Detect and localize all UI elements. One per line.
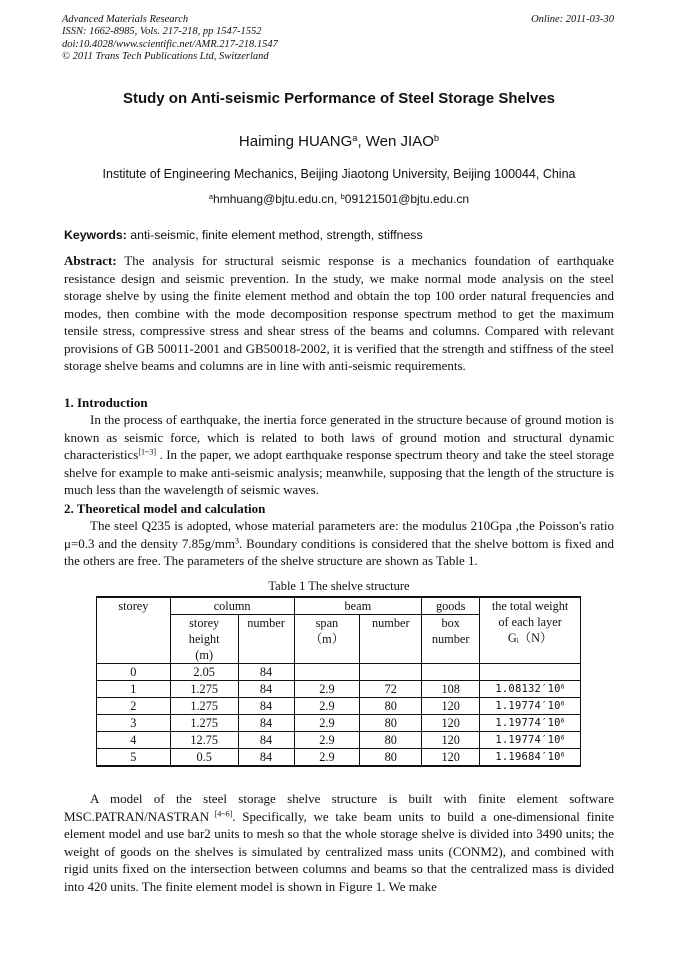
cell-height: 0.5 bbox=[170, 749, 238, 767]
cell-weight bbox=[480, 715, 581, 732]
journal-header bbox=[62, 14, 278, 63]
header-total-weight bbox=[480, 597, 581, 664]
cell-span: 2.9 bbox=[294, 732, 360, 749]
table-caption: Table 1 The shelve structure bbox=[268, 579, 410, 593]
cell-weight-exponent: 6 bbox=[560, 716, 565, 725]
header-span-2: （m） bbox=[309, 632, 344, 646]
keywords-text: anti-seismic, finite element method, strength, stiffness bbox=[126, 228, 423, 242]
cell-column-number: 84 bbox=[238, 715, 294, 732]
table-row bbox=[97, 732, 581, 749]
cell-span: 2.9 bbox=[294, 698, 360, 715]
paper-title: Study on Anti-seismic Performance of Steel Storage Shelves bbox=[122, 90, 556, 107]
cell-weight-mantissa: 1.19774′10 bbox=[495, 734, 561, 746]
cell-beam-number: 72 bbox=[360, 681, 422, 698]
cell-weight-mantissa: 1.19774′10 bbox=[495, 717, 561, 729]
cell-column-number: 84 bbox=[238, 698, 294, 715]
cell-box-number: 120 bbox=[422, 732, 480, 749]
table-row bbox=[97, 698, 581, 715]
cell-weight-exponent: 6 bbox=[560, 682, 565, 691]
abstract-text: The analysis for structural seismic response is a mechanics foundation of earthquake resistance design and seismic prevention. In the study, we make normal mode analysis on the steel storage shelve by using the finite element method and obtain the top 100 order natural frequencies and modes, then combine with the mode decomposition response spectrum method to get the maximum tensile stress, compressive stress and shear stress of the beams and columns. Compared with relevant provisions of GB 50011-2001 and GB50018-2002, it is verified that the strength and stiffness of the steel storage shelve beams and columns are in line with anti-seismic requirements. bbox=[64, 253, 614, 373]
issn-line: ISSN: 1662-8985, Vols. 217-218, pp 1547-1552 bbox=[62, 26, 262, 38]
table-row bbox=[97, 664, 581, 681]
table-row bbox=[97, 681, 581, 698]
header-box-1: box bbox=[441, 616, 460, 630]
header-span bbox=[294, 615, 360, 664]
model-text-a: A model of the steel storage shelve structure is built with finite element software MSC.PATRAN/NASTRAN bbox=[64, 791, 614, 824]
model-paragraph bbox=[64, 790, 614, 895]
email-1-sup: a bbox=[208, 191, 214, 201]
header-box-number bbox=[422, 615, 480, 664]
cell-column-number: 84 bbox=[238, 664, 294, 681]
theory-paragraph bbox=[64, 517, 614, 570]
cell-span: 2.9 bbox=[294, 749, 360, 767]
cell-beam-number: 80 bbox=[360, 715, 422, 732]
email-1: hmhuang@bjtu.edu.cn, bbox=[213, 192, 341, 206]
cell-height: 1.275 bbox=[170, 681, 238, 698]
cell-height: 2.05 bbox=[170, 664, 238, 681]
abstract-label: Abstract: bbox=[64, 253, 117, 268]
theory-text-b: . Boundary conditions is considered that the shelve bottom is fixed and the others are free. The parameters of the shelve structure are shown as Table 1. bbox=[64, 535, 614, 568]
cell-height: 1.275 bbox=[170, 698, 238, 715]
cell-weight-mantissa: 1.19684′10 bbox=[495, 751, 561, 763]
email-2-sup: b bbox=[340, 191, 345, 201]
cell-height: 1.275 bbox=[170, 715, 238, 732]
header-storey: storey bbox=[97, 597, 171, 664]
header-weight-line-1: the total weight bbox=[491, 599, 569, 613]
cell-beam-number bbox=[360, 664, 422, 681]
cell-weight-exponent: 6 bbox=[560, 750, 565, 759]
header-storey-height-1: storey bbox=[189, 616, 220, 630]
intro-heading: 1. Introduction bbox=[64, 395, 148, 410]
cell-box-number: 120 bbox=[422, 749, 480, 767]
cell-beam-number: 80 bbox=[360, 732, 422, 749]
cell-span bbox=[294, 664, 360, 681]
keywords bbox=[64, 227, 614, 245]
online-date: Online: 2011-03-30 bbox=[531, 14, 614, 25]
cell-weight-mantissa: 1.19774′10 bbox=[495, 700, 561, 712]
theory-superscript: 3 bbox=[235, 536, 240, 546]
cell-weight bbox=[480, 698, 581, 715]
table-row bbox=[97, 715, 581, 732]
cell-weight-exponent: 6 bbox=[560, 733, 565, 742]
author-1-sup: a bbox=[352, 132, 358, 143]
theory-heading: 2. Theoretical model and calculation bbox=[64, 501, 266, 516]
copyright-line: © 2011 Trans Tech Publications Ltd, Switzerland bbox=[62, 50, 269, 62]
shelve-structure-table bbox=[96, 596, 581, 767]
intro-paragraph bbox=[64, 411, 614, 499]
header-box-2: number bbox=[431, 632, 470, 646]
email-2: 09121501@bjtu.edu.cn bbox=[344, 192, 470, 206]
cell-beam-number: 80 bbox=[360, 749, 422, 767]
cell-beam-number: 80 bbox=[360, 698, 422, 715]
author-2-sup: b bbox=[433, 132, 440, 143]
cell-weight-mantissa: 1.08132′10 bbox=[495, 683, 561, 695]
header-goods: goods bbox=[422, 597, 480, 615]
cell-box-number: 120 bbox=[422, 698, 480, 715]
header-beam: beam bbox=[294, 597, 422, 615]
header-span-1: span bbox=[315, 616, 339, 630]
doi-line: doi:10.4028/www.scientific.net/AMR.217-218.1547 bbox=[62, 38, 278, 50]
cell-storey: 4 bbox=[97, 732, 171, 749]
cell-box-number: 120 bbox=[422, 715, 480, 732]
header-weight-line-2: of each layer bbox=[498, 615, 562, 629]
keywords-label: Keywords: bbox=[64, 228, 127, 242]
cell-storey: 5 bbox=[97, 749, 171, 767]
cell-span: 2.9 bbox=[294, 715, 360, 732]
intro-citation: [1~3] bbox=[138, 447, 157, 457]
cell-storey: 2 bbox=[97, 698, 171, 715]
cell-column-number: 84 bbox=[238, 732, 294, 749]
cell-weight bbox=[480, 664, 581, 681]
cell-height: 12.75 bbox=[170, 732, 238, 749]
theory-text-a: The steel Q235 is adopted, whose material parameters are: the modulus 210Gpa ,the Poisson's ratio μ=0.3 and the density 7.85g/mm bbox=[64, 518, 614, 551]
affiliation: Institute of Engineering Mechanics, Beijing Jiaotong University, Beijing 100044, China bbox=[102, 167, 576, 181]
cell-column-number: 84 bbox=[238, 749, 294, 767]
header-storey-height-2: height bbox=[188, 632, 220, 646]
header-column: column bbox=[170, 597, 294, 615]
header-storey-height bbox=[170, 615, 238, 664]
author-1: Haiming HUANG bbox=[238, 133, 353, 150]
cell-weight bbox=[480, 681, 581, 698]
cell-storey: 0 bbox=[97, 664, 171, 681]
intro-text-a: In the process of earthquake, the inertia force generated in the structure because of ground motion is known as seismic force, which is related to both laws of ground motion and structural dynamic characteristics bbox=[64, 412, 614, 462]
cell-storey: 3 bbox=[97, 715, 171, 732]
cell-weight bbox=[480, 732, 581, 749]
cell-column-number: 84 bbox=[238, 681, 294, 698]
cell-weight-exponent: 6 bbox=[560, 699, 565, 708]
table-row bbox=[97, 749, 581, 767]
email-line bbox=[0, 192, 678, 206]
header-beam-number: number bbox=[360, 615, 422, 664]
author-separator: , bbox=[357, 133, 366, 150]
abstract bbox=[64, 252, 614, 375]
journal-name: Advanced Materials Research bbox=[62, 14, 189, 25]
header-weight-line-3: Gᵢ（N） bbox=[507, 631, 553, 645]
header-storey-height-3: (m) bbox=[195, 648, 214, 662]
model-citation: [4~6] bbox=[209, 809, 233, 819]
cell-box-number: 108 bbox=[422, 681, 480, 698]
author-2: Wen JIAO bbox=[365, 133, 434, 150]
model-text-b: . Specifically, we take beam units to build a one-dimensional finite element model and use bar2 units to mesh so that the whole storage shelve is divided into 3490 units; the weight of goods on the shelves is simulated by centralized mass units (CONM2), and combined with rigid units fixed on the intersection between columns and beams so that the centralized mass is divided into 420 units. The finite element model is shown in Figure 1. We make bbox=[64, 808, 614, 894]
cell-storey: 1 bbox=[97, 681, 171, 698]
cell-span: 2.9 bbox=[294, 681, 360, 698]
author-line bbox=[0, 133, 678, 150]
cell-box-number bbox=[422, 664, 480, 681]
header-column-number: number bbox=[238, 615, 294, 664]
cell-weight bbox=[480, 749, 581, 767]
intro-text-b: . In the paper, we adopt earthquake response spectrum theory and take the steel storage shelve for example to make anti-seismic analysis; meanwhile, supposing that the length of the structure is much less than the wavelength of seismic waves. bbox=[64, 447, 614, 497]
